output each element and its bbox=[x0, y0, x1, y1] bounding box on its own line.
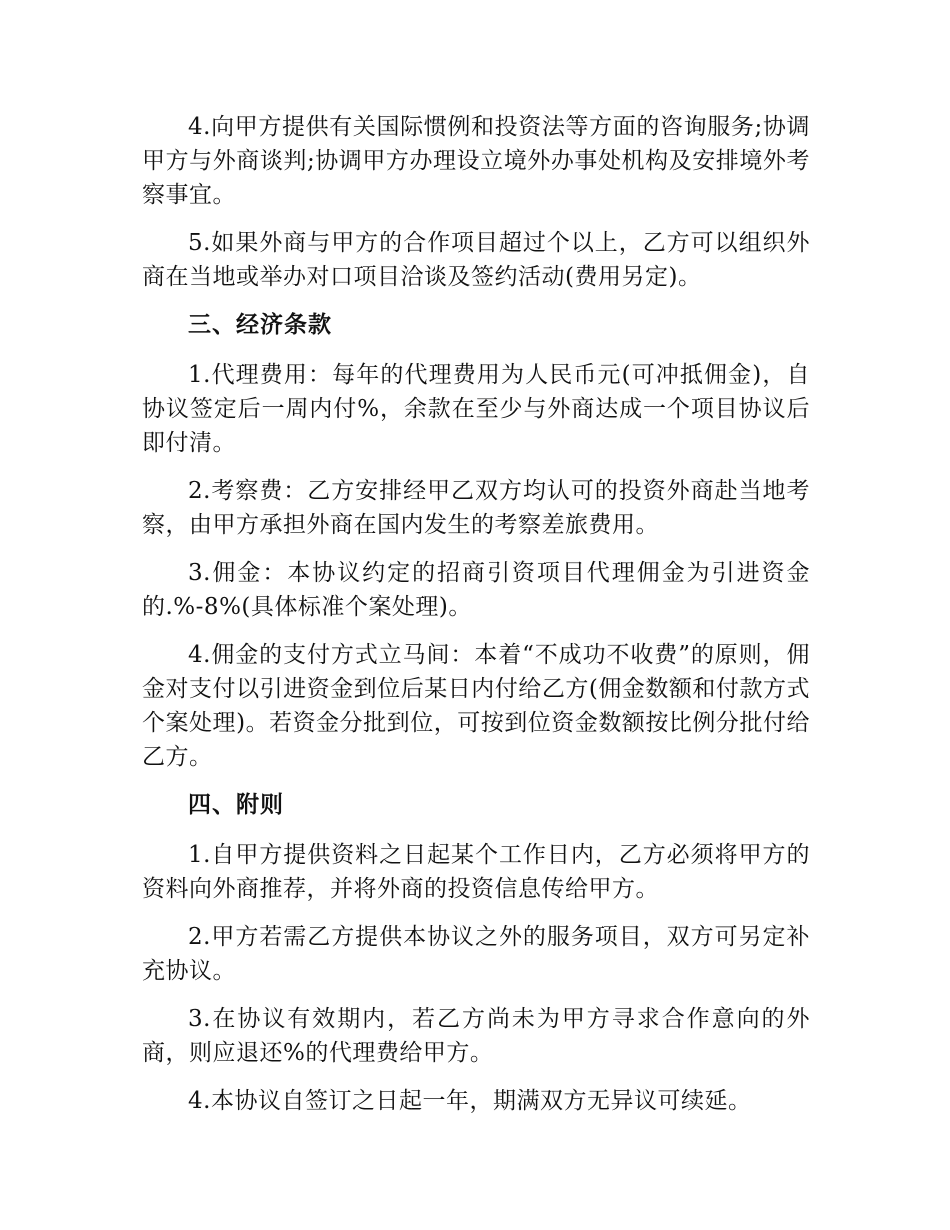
clause-4-item-2: 2.甲方若需乙方提供本协议之外的服务项目，双方可另定补充协议。 bbox=[142, 924, 810, 984]
section-heading-supplementary: 四、附则 bbox=[188, 791, 284, 818]
clause-3-item-3: 3.佣金：本协议约定的招商引资项目代理佣金为引进资金的.%-8%(具体标准个案处理)。 bbox=[142, 560, 810, 620]
clause-2-item-4: 4.向甲方提供有关国际惯例和投资法等方面的咨询服务;协调甲方与外商谈判;协调甲方办理设立境外办事处机构及安排境外考察事宜。 bbox=[142, 114, 810, 208]
clause-3-item-1: 1.代理费用：每年的代理费用为人民币元(可冲抵佣金)，自协议签定后一周内付%，余款在至少与外商达成一个项目协议后即付清。 bbox=[142, 362, 810, 456]
section-heading-economic-terms: 三、经济条款 bbox=[188, 311, 332, 338]
clause-4-item-1: 1.自甲方提供资料之日起某个工作日内，乙方必须将甲方的资料向外商推荐，并将外商的投资信息传给甲方。 bbox=[142, 842, 810, 902]
clause-4-item-3: 3.在协议有效期内，若乙方尚未为甲方寻求合作意向的外商，则应退还%的代理费给甲方。 bbox=[142, 1006, 810, 1066]
clause-3-item-4: 4.佣金的支付方式立马间：本着“不成功不收费”的原则，佣金对支付以引进资金到位后某日内付给乙方(佣金数额和付款方式个案处理)。若资金分批到位，可按到位资金数额按比例分批付给乙方。 bbox=[142, 642, 810, 770]
document-page bbox=[142, 110, 810, 1132]
clause-4-item-4: 4.本协议自签订之日起一年，期满双方无异议可续延。 bbox=[188, 1088, 752, 1114]
clause-3-item-2: 2.考察费：乙方安排经甲乙双方均认可的投资外商赴当地考察，由甲方承担外商在国内发生的考察差旅费用。 bbox=[142, 478, 810, 538]
clause-2-item-5: 5.如果外商与甲方的合作项目超过个以上，乙方可以组织外商在当地或举办对口项目洽谈及签约活动(费用另定)。 bbox=[142, 230, 810, 290]
